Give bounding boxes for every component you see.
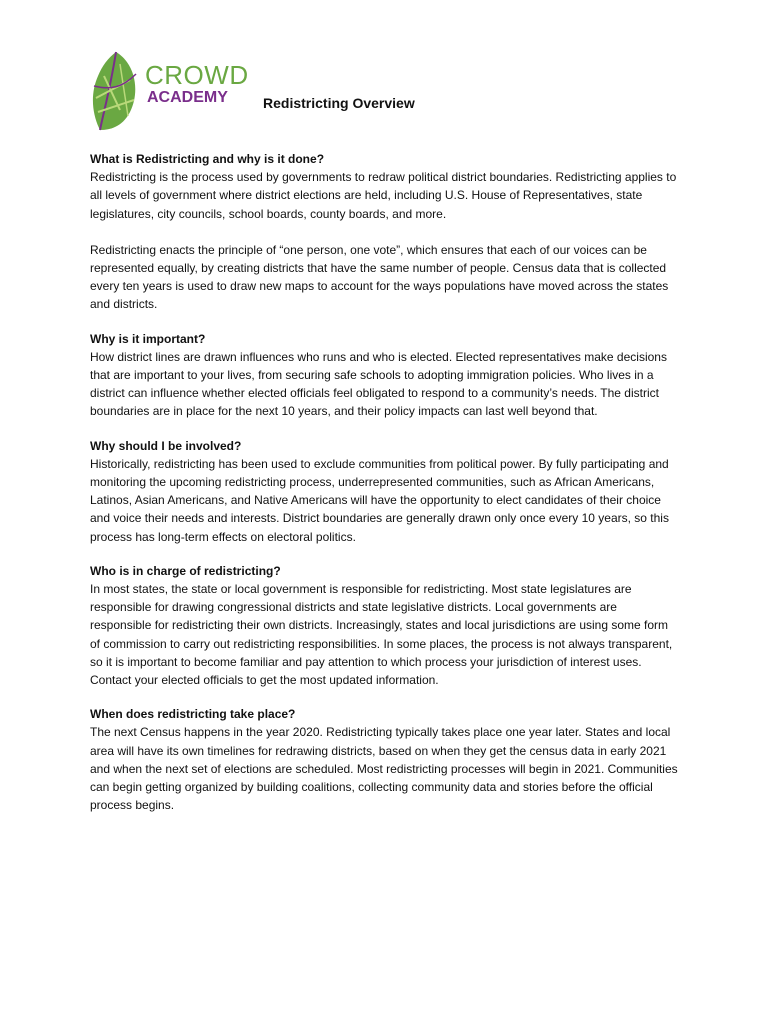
- section-why-involved: [90, 437, 680, 546]
- document-title: Redistricting Overview: [263, 95, 415, 111]
- leaf-map-icon: [90, 50, 142, 132]
- section-what-is-redistricting: [90, 150, 680, 314]
- section-paragraph: The next Census happens in the year 2020. Redistricting typically takes place one year later. States and local area will have its own timelines for redrawing districts, based on when they get the census data in early 2021 and when the next set of elections are scheduled. Most redistricting processes will begin in 2021. Communities can begin getting organized by building coalitions, collecting community data and stories before the official process begins.: [90, 725, 678, 813]
- section-who-in-charge: [90, 562, 680, 689]
- section-why-important: [90, 330, 680, 421]
- section-heading: Who is in charge of redistricting?: [90, 563, 281, 578]
- section-heading: Why should I be involved?: [90, 438, 242, 453]
- section-paragraph: Historically, redistricting has been used to exclude communities from political power. By fully participating and monitoring the upcoming redistricting process, underrepresented communities, such as African Americans, Latinos, Asian Americans, and Native Americans will have the opportunity to elect candidates of their choice and voice their needs and interests. District boundaries are generally drawn only once every 10 years, so this process has long-term effects on electoral politics.: [90, 456, 669, 544]
- section-heading: Why is it important?: [90, 331, 206, 346]
- logo-wordmark-crowd: CROWD: [145, 60, 249, 90]
- section-heading: What is Redistricting and why is it done?: [90, 152, 325, 166]
- logo-wordmark-academy: ACADEMY: [147, 89, 228, 106]
- document-body: [90, 150, 680, 831]
- section-heading: When does redistricting take place?: [90, 707, 296, 722]
- section-paragraph: In most states, the state or local government is responsible for redistricting. Most state legislatures are responsible for drawing congressional districts and state legislative districts. Local governments are responsible for redistricting their own districts. Increasingly, states and local jurisdictions are using some form of commission to carry out redistricting responsibilities. In some places, the process is not always transparent, so it is important to become familiar and pay attention to which process your jurisdiction of interest uses. Contact your elected officials to get the most updated information.: [90, 582, 673, 688]
- section-paragraph: How district lines are drawn influences who runs and who is elected. Elected representatives make decisions that are important to your lives, from securing safe schools to adopting immigration policies. Who lives in a district can influence whether elected officials feel obligated to respond to a community’s needs. The district boundaries are in place for the next 10 years, and their policy impacts can last well beyond that.: [90, 349, 667, 419]
- section-when-redistricting: [90, 705, 680, 814]
- crowd-academy-logo: [90, 50, 250, 130]
- section-paragraph: Redistricting enacts the principle of “one person, one vote”, which ensures that each of our voices can be represented equally, by creating districts that have the same number of people. Census data that is collected every ten years is used to draw new maps to account for the ways populations have moved across the states and districts.: [90, 242, 669, 312]
- section-paragraph: Redistricting is the process used by governments to redraw political district boundaries. Redistricting applies to all levels of government where district elections are held, including U.S. House of Representatives, state legislatures, city councils, school boards, county boards, and more.: [90, 170, 677, 221]
